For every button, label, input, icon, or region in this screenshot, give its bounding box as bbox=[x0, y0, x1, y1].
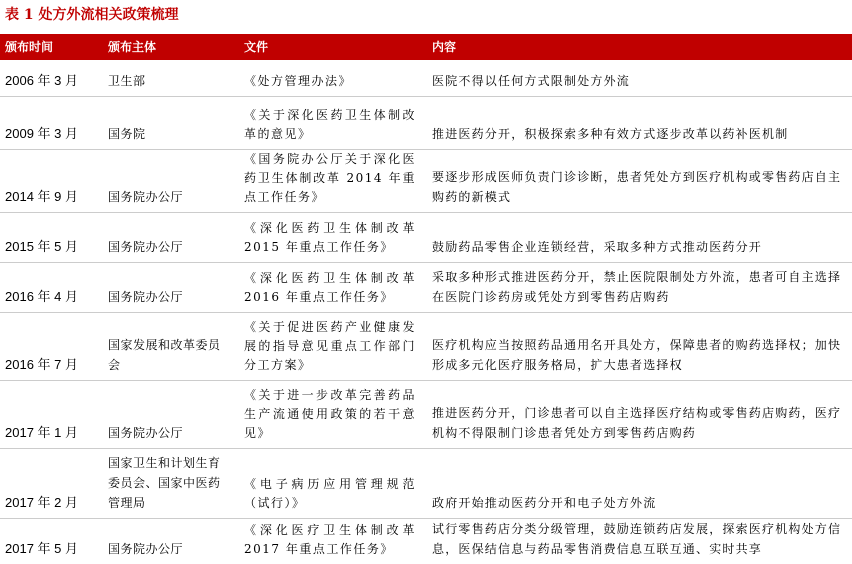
row-doc: 《电子病历应用管理规范（试行）》 bbox=[244, 477, 416, 510]
row-content: 医院不得以任何方式限制处方外流 bbox=[432, 74, 631, 88]
row-org: 国务院办公厅 bbox=[108, 542, 184, 556]
table-row bbox=[0, 381, 852, 449]
row-date: 2009 年 3 月 bbox=[5, 126, 78, 141]
row-org: 国务院办公厅 bbox=[108, 190, 184, 204]
table-title: 表 1 处方外流相关政策梳理 bbox=[5, 7, 179, 23]
row-date: 2014 年 9 月 bbox=[5, 189, 78, 204]
header-doc: 文件 bbox=[244, 40, 269, 54]
table-header bbox=[0, 34, 852, 60]
header-content: 内容 bbox=[432, 40, 457, 54]
row-doc: 《国务院办公厅关于深化医药卫生体制改革 2014 年重点工作任务》 bbox=[244, 152, 416, 204]
row-doc: 《关于促进医药产业健康发展的指导意见重点工作部门分工方案》 bbox=[244, 320, 416, 372]
table-row bbox=[0, 60, 852, 97]
table-body bbox=[0, 60, 852, 564]
row-content: 鼓励药品零售企业连锁经营，采取多种方式推动医药分开 bbox=[432, 240, 763, 254]
header-date: 颁布时间 bbox=[5, 40, 54, 54]
table-row bbox=[0, 263, 852, 313]
table-row bbox=[0, 213, 852, 263]
row-date: 2016 年 7 月 bbox=[5, 357, 78, 372]
row-doc: 《深化医药卫生体制改革 2015 年重点工作任务》 bbox=[244, 221, 416, 254]
table-row bbox=[0, 150, 852, 213]
row-org: 国务院办公厅 bbox=[108, 240, 184, 254]
row-date: 2015 年 5 月 bbox=[5, 239, 78, 254]
table-row bbox=[0, 313, 852, 381]
row-org: 国务院 bbox=[108, 127, 146, 141]
row-doc: 《处方管理办法》 bbox=[244, 74, 353, 88]
row-content: 医疗机构应当按照药品通用名开具处方，保障患者的购药选择权；加快形成多元化医疗服务格局，扩大患者选择权 bbox=[432, 338, 842, 372]
row-content: 要逐步形成医师负责门诊诊断，患者凭处方到医疗机构或零售药店自主购药的新模式 bbox=[432, 170, 842, 204]
header-org: 颁布主体 bbox=[108, 40, 157, 54]
row-content: 推进医药分开，门诊患者可以自主选择医疗结构或零售药店购药，医疗机构不得限制门诊患者凭处方到零售药店购药 bbox=[432, 406, 842, 440]
row-date: 2017 年 1 月 bbox=[5, 425, 78, 440]
row-org: 国家卫生和计划生育委员会、国家中医药管理局 bbox=[108, 456, 221, 510]
row-org: 国家发展和改革委员会 bbox=[108, 338, 221, 372]
row-doc: 《关于进一步改革完善药品生产流通使用政策的若干意见》 bbox=[244, 388, 416, 440]
row-org: 卫生部 bbox=[108, 74, 146, 88]
row-date: 2006 年 3 月 bbox=[5, 73, 78, 88]
row-date: 2016 年 4 月 bbox=[5, 289, 78, 304]
row-doc: 《深化医疗卫生体制改革 2017 年重点工作任务》 bbox=[244, 523, 416, 556]
table-row bbox=[0, 519, 852, 564]
row-content: 试行零售药店分类分级管理，鼓励连锁药店发展，探索医疗机构处方信息，医保结信息与药品零售消费信息互联互通、实时共享 bbox=[432, 522, 842, 556]
row-content: 政府开始推动医药分开和电子处方外流 bbox=[432, 496, 657, 510]
row-date: 2017 年 5 月 bbox=[5, 541, 78, 556]
row-date: 2017 年 2 月 bbox=[5, 495, 78, 510]
table-row bbox=[0, 97, 852, 150]
row-doc: 《深化医药卫生体制改革 2016 年重点工作任务》 bbox=[244, 271, 416, 304]
row-content: 采取多种形式推进医药分开，禁止医院限制处方外流，患者可自主选择在医院门诊药房或凭处方到零售药店购药 bbox=[432, 270, 842, 304]
row-doc: 《关于深化医药卫生体制改革的意见》 bbox=[244, 108, 416, 141]
row-org: 国务院办公厅 bbox=[108, 290, 184, 304]
table-row bbox=[0, 449, 852, 519]
row-org: 国务院办公厅 bbox=[108, 426, 184, 440]
row-content: 推进医药分开，积极探索多种有效方式逐步改革以药补医机制 bbox=[432, 127, 789, 141]
